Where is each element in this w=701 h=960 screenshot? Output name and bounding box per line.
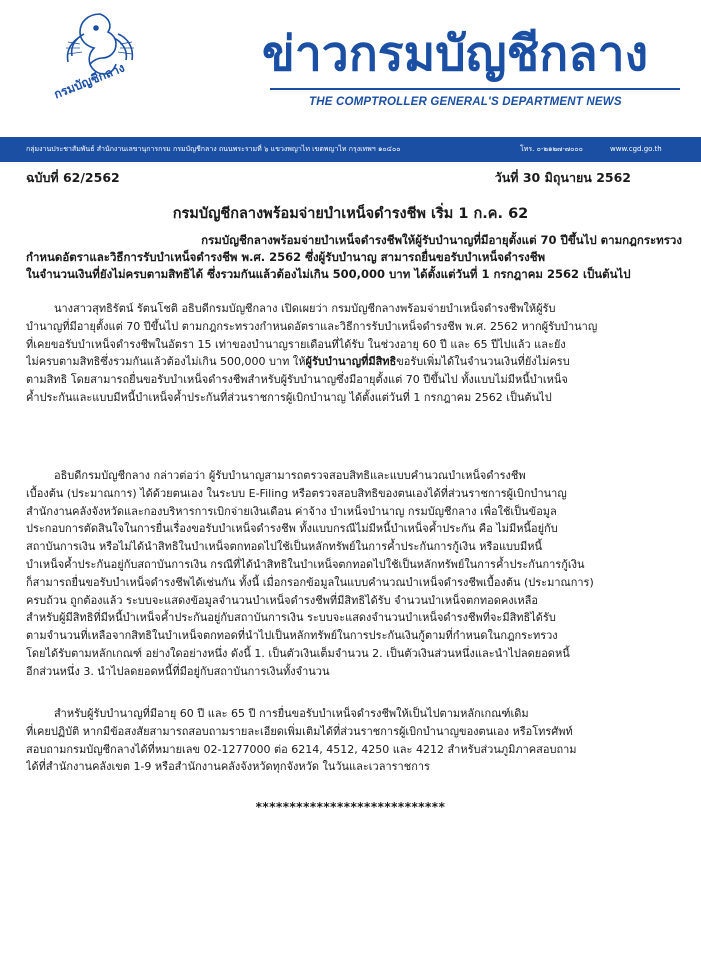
issue-date: วันที่ 30 มิถุนายน 2562: [494, 170, 631, 185]
contact-phone: โทร. ๐-๒๑๒๗-๗๐๐๐: [520, 145, 583, 153]
masthead-divider: [270, 88, 680, 90]
body-line: สำหรับผู้รับบำนาญที่มีอายุ 60 ปี และ 65 ปี การยื่นขอรับบำเหน็จดำรงชีพให้เป็นไปตามหลักเกณฑ์เดิม: [26, 707, 529, 720]
headline: กรมบัญชีกลางพร้อมจ่ายบำเหน็จดำรงชีพ เริ่ม 1 ก.ค. 62: [172, 206, 529, 222]
logo-caption: กรมบัญชีกลาง: [51, 60, 127, 102]
contact-website: www.cgd.go.th: [610, 145, 662, 153]
body-line: ที่เคยปฏิบัติ หากมีข้อสงสัยสามารถสอบถามรายละเอียดเพิ่มเติมได้ที่ส่วนราชการผู้เบิกบำนาญของตนเอง หรือโทรศัพท์: [26, 724, 573, 738]
masthead-subtitle: THE COMPTROLLER GENERAL'S DEPARTMENT NEWS: [309, 96, 622, 108]
masthead-title: ข่าวกรมบัญชีกลาง: [262, 26, 649, 82]
body-line: โดยได้รับตามหลักเกณฑ์ อย่างใดอย่างหนึ่ง ดังนี้ 1. เป็นตัวเงินเต็มจำนวน 2. เป็นตัวเงินส่วนหนึ่งและนำไปลดยอดหนี้: [26, 646, 570, 660]
body-text: ไม่ครบตามสิทธิซึ่งรวมกันแล้วต้องไม่เกิน 500,000 บาท ให้: [26, 355, 306, 369]
body-line: บำนาญที่มีอายุตั้งแต่ 70 ปีขึ้นไป ตามกฎกระทรวงกำหนดอัตราและวิธีการรับบำเหน็จดำรงชีพ พ.ศ. 2562 หากผู้รับบำนาญ: [26, 319, 598, 333]
body-line: ตามสิทธิ โดยสามารถยื่นขอรับบำเหน็จดำรงชีพสำหรับผู้รับบำนาญซึ่งมีอายุตั้งแต่ 70 ปีขึ้นไป ทั้งแบบไม่มีหนี้บำเหน็จ: [26, 373, 568, 387]
body-line: ครบถ้วน ถูกต้องแล้ว ระบบจะแสดงข้อมูลจำนวนบำเหน็จดำรงชีพที่มีสิทธิได้รับ จำนวนบำเหน็จตกทอดคงเหลือ: [26, 593, 539, 607]
body-text: ขอรับเพิ่มได้ในจำนวนเงินที่ยังไม่ครบ: [396, 355, 570, 369]
contact-bar: [0, 137, 701, 162]
body-line: ประกอบการตัดสินใจในการยื่นเรื่องขอรับบำเหน็จดำรงชีพ ทั้งแบบกรณีไม่มีหนี้บำเหน็จค้ำประกัน คือ ไม่มีหนี้อยู่กับ: [26, 522, 558, 536]
issue-number: ฉบับที่ 62/2562: [26, 170, 120, 185]
body-line: เบื้องต้น (ประมาณการ) ได้ด้วยตนเอง ในระบบ E-Filing หรือตรวจสอบสิทธิของตนเองได้ที่ส่วนราชการผู้เบิกบำนาญ: [26, 486, 567, 500]
contact-org: กลุ่มงานประชาสัมพันธ์ สำนักงานเลขานุการกรม กรมบัญชีกลาง ถนนพระรามที่ ๖ แขวงพญาไท เขตพญาไท กรุงเทพฯ ๑๐๔๐๐: [26, 145, 401, 153]
body-line: สอบถามกรมบัญชีกลางได้ที่หมายเลข 02-1277000 ต่อ 6214, 4512, 4250 และ 4212 สำหรับส่วนภูมิภาคสอบถาม: [26, 742, 577, 756]
body-paragraph-2: [26, 467, 682, 681]
body-line: อธิบดีกรมบัญชีกลาง กล่าวต่อว่า ผู้รับบำนาญสามารถตรวจสอบสิทธิและแบบคำนวณบำเหน็จดำรงชีพ: [26, 469, 526, 482]
body-paragraph-1: [26, 300, 682, 407]
lead-paragraph: [26, 232, 682, 283]
body-line: ค้ำประกันและแบบมีหนี้บำเหน็จค้ำประกันที่ส่วนราชการผู้เบิกบำนาญ ได้ตั้งแต่วันที่ 1 กรกฎาคม 2562 เป็นต้นไป: [26, 390, 552, 404]
body-emphasis: ผู้รับบำนาญที่มีสิทธิ: [305, 355, 397, 369]
body-paragraph-3: [26, 705, 682, 776]
lead-line: กรมบัญชีกลางพร้อมจ่ายบำเหน็จดำรงชีพให้ผู้รับบำนาญที่มีอายุตั้งแต่ 70 ปีขึ้นไป ตามกฎกระทรวง: [201, 233, 682, 247]
body-line: ตามจำนวนที่เหลือจากสิทธิในบำเหน็จตกทอดที่นำไปเป็นหลักทรัพย์ในการประกันเงินกู้ตามที่กำหนดในกฎกระทรวง: [26, 629, 558, 643]
end-separator: ****************************: [255, 800, 446, 814]
body-line: ที่เคยขอรับบำเหน็จดำรงชีพในอัตรา 15 เท่าของบำนาญรายเดือนที่ได้รับ ในช่วงอายุ 60 ปี และ 65 ปีไปแล้ว และยัง: [26, 337, 566, 351]
body-line: ได้ที่สำนักงานคลังเขต 1-9 หรือสำนักงานคลังจังหวัดทุกจังหวัด ในวันและเวลาราชการ: [26, 760, 430, 774]
body-line: ก็สามารถยื่นขอรับบำเหน็จดำรงชีพได้เช่นกัน ทั้งนี้ เมื่อกรอกข้อมูลในแบบคำนวณบำเหน็จดำรงชีพเบื้องต้น (ประมาณการ): [26, 575, 594, 589]
body-line: นางสาวสุทธิรัตน์ รัตนโชติ อธิบดีกรมบัญชีกลาง เปิดเผยว่า กรมบัญชีกลางพร้อมจ่ายบำเหน็จดำรงชีพให้ผู้รับ: [26, 302, 556, 315]
body-line: [26, 353, 682, 371]
lead-line: ในจำนวนเงินที่ยังไม่ครบตามสิทธิได้ ซึ่งรวมกันแล้วต้องไม่เกิน 500,000 บาท ได้ตั้งแต่วันที่ 1 กรกฎาคม 2562 เป็นต้นไป: [26, 267, 631, 281]
body-line: สถาบันการเงิน หรือไม่ได้นำสิทธิในบำเหน็จตกทอดไปใช้เป็นหลักทรัพย์ในการค้ำประกันการกู้เงิน หรือแบบมีหนี้: [26, 540, 543, 554]
body-line: อีกส่วนหนึ่ง 3. นำไปลดยอดหนี้ที่มีอยู่กับสถาบันการเงินทั้งจำนวน: [26, 664, 330, 678]
body-line: สำหรับผู้มีสิทธิที่มีหนี้บำเหน็จค้ำประกันอยู่กับสถาบันการเงิน ระบบจะแสดงจำนวนบำเหน็จดำรงชีพที่จะมีสิทธิได้รับ: [26, 611, 556, 625]
lead-line: กำหนดอัตราและวิธีการรับบำเหน็จดำรงชีพ พ.ศ. 2562 ซึ่งผู้รับบำนาญ สามารถยื่นขอรับบำเหน็จดำรงชีพ: [26, 250, 546, 264]
body-line: สำนักงานคลังจังหวัดและกองบริหารการเบิกจ่ายเงินเดือน ค่าจ้าง บำเหน็จบำนาญ กรมบัญชีกลาง เพื่อใช้เป็นข้อมูล: [26, 504, 557, 518]
department-logo: [50, 4, 150, 104]
body-line: บำเหน็จค้ำประกันอยู่กับสถาบันการเงิน กรณีที่ได้นำสิทธิในบำเหน็จตกทอดไปใช้เป็นหลักทรัพย์ในการค้ำประกันการกู้เงิน: [26, 557, 585, 571]
